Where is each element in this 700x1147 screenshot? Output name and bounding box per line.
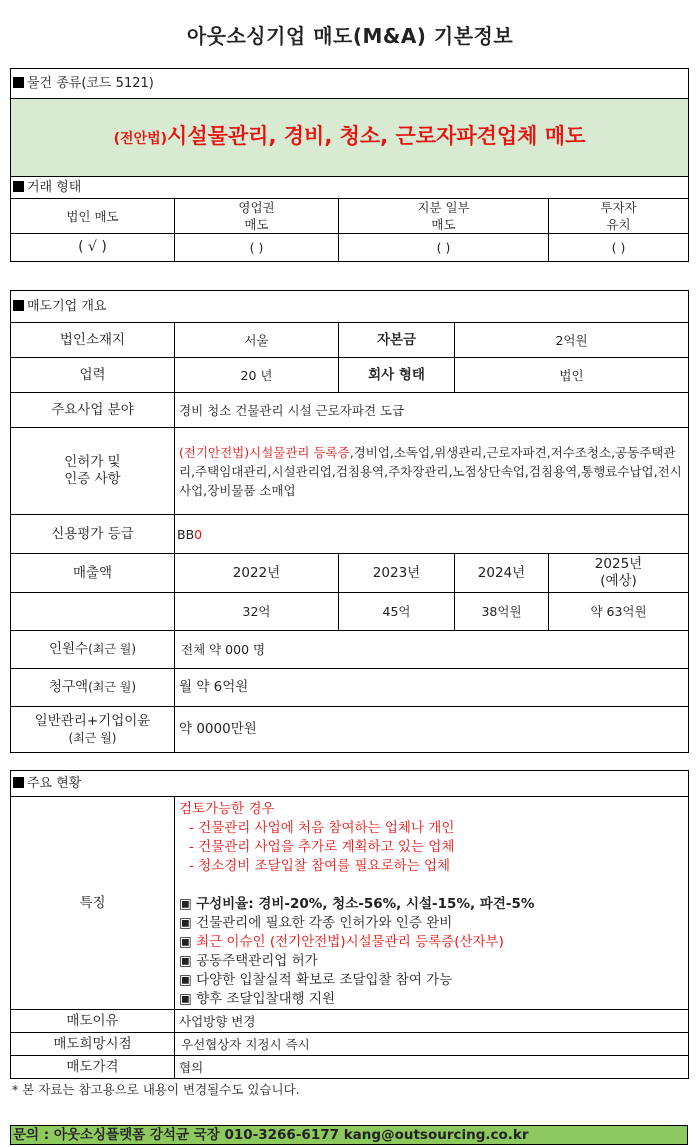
checkbox-bullet-icon: ▣ [179,915,192,931]
feature-item: ▣ 다양한 입찰실적 확보로 조달입찰 참여 가능 [179,972,453,988]
license-value: (전기안전법)시설물관리 등록증,경비업,소독업,위생관리,근로자파견,저수조청소,공동주택관리,주택임대관리,시설관리업,검침용역,주차장관리,노점상단속업,검침용역,통행료수납업,전시사업,장비물품 소매업 [175,428,689,515]
contact-bar: 문의 : 아웃소싱플랫폼 강석균 국장 010-3266-6177 kang@outsourcing.co.kr [10,1125,688,1145]
review-item: - 청소경비 조달입찰 참여를 필요로하는 업체 [189,858,451,874]
sales-label: 매출액 [11,554,175,593]
history-value: 20 년 [175,358,339,393]
location-label: 법인소재지 [11,323,175,358]
price-value: 협의 [175,1056,689,1079]
item-type-header: 물건 종류(코드 5121) [11,69,689,99]
overview-table [10,290,689,753]
sales-value: 45억 [339,593,455,631]
credit-label: 신용평가 등급 [11,515,175,554]
deal-option-check: ( ) [175,234,339,262]
timing-value: 우선협상자 지정시 즉시 [175,1033,689,1056]
deal-option-label: 법인 매도 [11,199,175,234]
checkbox-bullet-icon: ▣ [179,896,192,912]
overview-header: 매도기업 개요 [11,291,689,323]
billing-value: 월 약 6억원 [175,669,689,707]
business-value: 경비 청소 건물관리 시설 근로자파견 도급 [175,393,689,428]
capital-value: 2억원 [455,323,689,358]
company-type-label: 회사 형태 [339,358,455,393]
company-type-value: 법인 [455,358,689,393]
reason-value: 사업방향 변경 [175,1010,689,1033]
location-value: 서울 [175,323,339,358]
review-title: 검토가능한 경우 [179,801,275,817]
headline-text: 시설물관리, 경비, 청소, 근로자파견업체 매도 [167,123,586,148]
status-header: 주요 현황 [11,771,689,797]
deal-option-check: ( ) [339,234,549,262]
feature-label: 특징 [11,797,175,1010]
deal-option-label: 지분 일부 매도 [339,199,549,234]
deal-option-label: 투자자 유치 [549,199,689,234]
margin-value: 약 0000만원 [175,707,689,753]
margin-label: 일반관리+기업이윤 (최근 월) [11,707,175,753]
timing-label: 매도희망시점 [11,1033,175,1056]
status-table [10,770,689,1079]
checkbox-bullet-icon: ▣ [179,972,192,988]
feature-item: ▣ 구성비율: 경비-20%, 청소-56%, 시설-15%, 파견-5% [179,896,535,912]
price-label: 매도가격 [11,1056,175,1079]
checkbox-bullet-icon: ▣ [179,953,192,969]
deal-option-label: 영업권 매도 [175,199,339,234]
checkbox-bullet-icon: ▣ [179,934,192,950]
sales-year: 2024년 [455,554,549,593]
feature-content [175,797,689,1010]
feature-item: ▣ 향후 조달입찰대행 지원 [179,991,336,1007]
disclaimer-note: * 본 자료는 참고용으로 내용이 변경될수도 있습니다. [12,1082,300,1097]
deal-header: 거래 형태 [11,177,689,199]
headline-prefix: (전안법) [113,130,168,147]
license-label: 인허가 및 인증 사항 [11,428,175,515]
billing-label: 청구액(최근 월) [11,669,175,707]
sales-value: 약 63억원 [549,593,689,631]
deal-option-check: ( ) [549,234,689,262]
square-bullet-icon [13,777,24,788]
sales-value: 32억 [175,593,339,631]
sales-year: 2023년 [339,554,455,593]
history-label: 업력 [11,358,175,393]
review-item: - 건물관리 사업에 처음 참여하는 업체나 개인 [189,820,455,836]
sales-value: 38억원 [455,593,549,631]
checkbox-bullet-icon: ▣ [179,991,192,1007]
credit-value: BB0 [175,515,689,554]
sales-year: 2025년 (예상) [549,554,689,593]
square-bullet-icon [13,77,24,88]
review-item: - 건물관리 사업을 추가로 계획하고 있는 업체 [189,839,455,855]
square-bullet-icon [13,181,24,192]
square-bullet-icon [13,300,24,311]
feature-item: ▣ 건물관리에 필요한 각종 인허가와 인증 완비 [179,915,453,931]
sales-year: 2022년 [175,554,339,593]
business-label: 주요사업 분야 [11,393,175,428]
deal-option-check: ( √ ) [11,234,175,262]
item-headline [11,99,689,177]
sales-empty-cell [11,593,175,631]
feature-item: ▣ 최근 이슈인 (전기안전법)시설물관리 등록증(산자부) [179,934,504,950]
item-type-table [10,68,689,262]
staff-value: 전체 약 000 명 [175,631,689,669]
staff-label: 인원수(최근 월) [11,631,175,669]
page-title: 아웃소싱기업 매도(M&A) 기본정보 [186,24,514,48]
feature-item: ▣ 공동주택관리업 허가 [179,953,318,969]
capital-label: 자본금 [339,323,455,358]
reason-label: 매도이유 [11,1010,175,1033]
